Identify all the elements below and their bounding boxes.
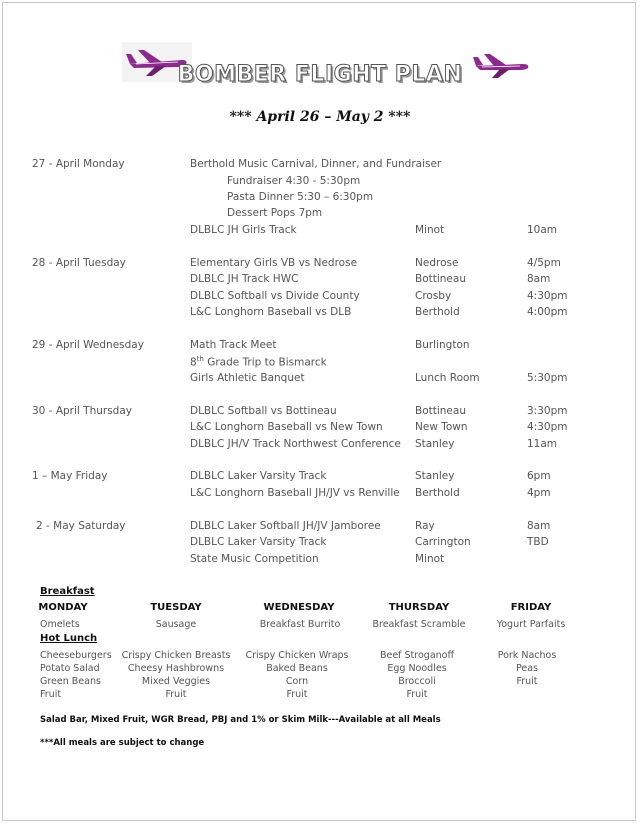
page-title: BOMBER FLIGHT PLAN [177, 62, 463, 87]
schedule-time: 4/5pm [527, 257, 561, 269]
breakfast-item: Yogurt Parfaits [496, 619, 566, 630]
breakfast-item: Omelets [40, 619, 80, 630]
breakfast-item: Sausage [155, 619, 197, 630]
schedule-event: DLBLC Softball vs Bottineau [190, 405, 337, 417]
lunch-item: Cheeseburgers [40, 650, 112, 661]
menu-disclaimer: ***All meals are subject to change [40, 738, 205, 748]
schedule-location: Burlington [415, 339, 470, 351]
lunch-item: Fruit [516, 676, 538, 687]
schedule-sub-event: Pasta Dinner 5:30 – 6:30pm [227, 191, 374, 203]
schedule-event: L&C Longhorn Baseball vs New Town [190, 421, 383, 433]
schedule-event: Math Track Meet [190, 339, 277, 351]
lunch-item: Baked Beans [266, 663, 328, 674]
lunch-item: Beef Stroganoff [379, 650, 455, 661]
menu-day-heading: WEDNESDAY [263, 602, 335, 613]
schedule-location: Berthold [415, 487, 460, 499]
lunch-item: Crispy Chicken Breasts [121, 650, 231, 661]
schedule-time: 3:30pm [527, 405, 568, 417]
schedule-event: Elementary Girls VB vs Nedrose [190, 257, 358, 269]
schedule-time: 6pm [527, 470, 551, 482]
schedule-day: 30 - April Thursday [32, 405, 132, 417]
schedule-event: DLBLC JH Track HWC [190, 273, 299, 285]
lunch-item: Peas [515, 663, 538, 674]
schedule-location: Carrington [415, 536, 471, 548]
schedule-time: 4:00pm [527, 306, 568, 318]
schedule-event: Berthold Music Carnival, Dinner, and Fundraiser [190, 158, 442, 170]
lunch-item: Fruit [40, 689, 62, 700]
schedule-location: Bottineau [415, 405, 466, 417]
schedule-time: 8am [527, 273, 551, 285]
schedule-time: 4:30pm [527, 421, 568, 433]
breakfast-item: Breakfast Scramble [372, 619, 466, 630]
lunch-item: Egg Noodles [387, 663, 447, 674]
schedule-event: DLBLC Laker Softball JH/JV Jamboree [190, 520, 381, 532]
schedule-time: TBD [527, 536, 549, 548]
schedule-location: Berthold [415, 306, 460, 318]
menu-day-heading: THURSDAY [388, 602, 450, 613]
schedule-day: 27 - April Monday [32, 158, 125, 170]
schedule-time: 4pm [527, 487, 551, 499]
lunch-item: Mixed Veggies [141, 676, 211, 687]
schedule-day: 29 - April Wednesday [32, 339, 144, 351]
schedule-event: DLBLC JH/V Track Northwest Conference [190, 438, 401, 450]
schedule-day: 2 - May Saturday [36, 520, 126, 532]
lunch-item: Fruit [286, 689, 308, 700]
breakfast-heading: Breakfast [40, 586, 95, 597]
schedule-location: Stanley [415, 470, 455, 482]
schedule-time: 8am [527, 520, 551, 532]
lunch-item: Potato Salad [40, 663, 100, 674]
schedule-location: Stanley [415, 438, 455, 450]
menu-day-heading: TUESDAY [150, 602, 202, 613]
lunch-item: Fruit [165, 689, 187, 700]
schedule-event: DLBLC Laker Varsity Track [190, 536, 327, 548]
schedule-location: Minot [415, 224, 445, 236]
schedule-event: L&C Longhorn Baseball vs DLB [190, 306, 352, 318]
lunch-item: Pork Nachos [497, 650, 557, 661]
schedule-event: DLBLC Laker Varsity Track [190, 470, 327, 482]
schedule-location: Crosby [415, 290, 452, 302]
schedule-location: Nedrose [415, 257, 459, 269]
schedule-event: DLBLC Softball vs Divide County [190, 290, 360, 302]
schedule-event: State Music Competition [190, 553, 319, 565]
schedule-sub-event: Dessert Pops 7pm [227, 207, 323, 219]
schedule-location: New Town [415, 421, 468, 433]
schedule-location: Ray [415, 520, 435, 532]
schedule-time: 5:30pm [527, 372, 568, 384]
menu-day-heading: FRIDAY [510, 602, 552, 613]
schedule-time: 11am [527, 438, 558, 450]
menu-day-heading: MONDAY [38, 602, 88, 613]
schedule-event: 8th Grade Trip to Bismarck [190, 355, 327, 369]
breakfast-item: Breakfast Burrito [259, 619, 341, 630]
hot-lunch-heading: Hot Lunch [40, 633, 98, 644]
date-range: *** April 26 – May 2 *** [229, 109, 411, 125]
schedule-day: 28 - April Tuesday [32, 257, 126, 269]
lunch-item: Cheesy Hashbrowns [127, 663, 225, 674]
schedule-time: 4:30pm [527, 290, 568, 302]
schedule-day: 1 – May Friday [32, 470, 108, 482]
schedule-event: DLBLC JH Girls Track [190, 224, 297, 236]
lunch-item: Broccoli [398, 676, 436, 687]
lunch-item: Fruit [406, 689, 428, 700]
schedule-time: 10am [527, 224, 558, 236]
lunch-item: Green Beans [40, 676, 101, 687]
schedule-event: Girls Athletic Banquet [190, 372, 305, 384]
menu-note: Salad Bar, Mixed Fruit, WGR Bread, PBJ and 1% or Skim Milk---Available at all Meals [40, 715, 441, 725]
schedule-location: Bottineau [415, 273, 466, 285]
schedule-sub-event: Fundraiser 4:30 - 5:30pm [227, 175, 361, 187]
lunch-item: Crispy Chicken Wraps [245, 650, 349, 661]
schedule-event: L&C Longhorn Baseball JH/JV vs Renville [190, 487, 400, 499]
schedule-location: Minot [415, 553, 445, 565]
lunch-item: Corn [285, 676, 309, 687]
schedule-location: Lunch Room [415, 372, 480, 384]
